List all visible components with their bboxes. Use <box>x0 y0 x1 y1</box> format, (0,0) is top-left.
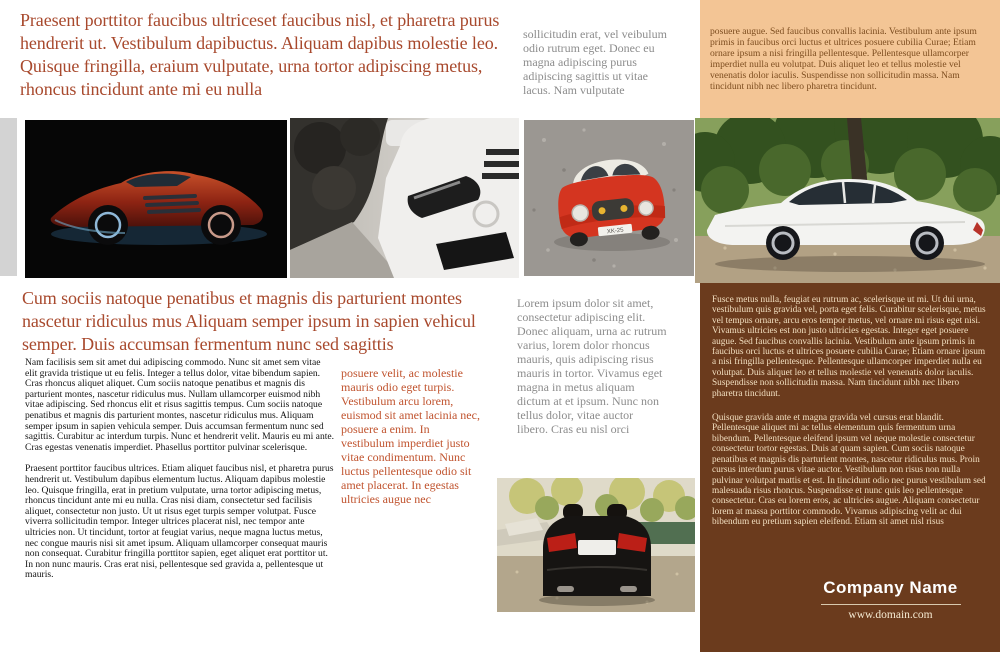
company-divider <box>821 604 961 605</box>
svg-text:XK-25: XK-25 <box>606 227 624 236</box>
photo-black-convertible-rear <box>497 478 695 612</box>
photo-white-bmw-sedan <box>695 118 1000 283</box>
orange-column: posuere velit, ac molestie mauris odio eget turpis. Vestibulum arcu lorem, euismod sit amet lacinia nec, posuere a enim. In vestibulum imperdiet justo vitae condimentum. Nunc luctus pellentesque odio sit amet placerat. In egestas ultricies augue nec <box>341 366 480 506</box>
peach-callout-text: posuere augue. Sed faucibus convallis lacinia. Vestibulum ante ipsum primis in faucibus orci luctus et ultrices posuere cubilia Curae; Etiam ornare ipsum a nisi fringilla pellentesque. Pellentesque ullamcorper imperdiet nulla eu volutpat. Duis aliquet leo et tellus molestie vel venenatis dolor iaculis. Suspendisse non sollicitudin massa. Nam tincidunt nibh nec libero pharetra tincidunt. <box>710 26 977 92</box>
body-column <box>25 358 335 592</box>
sidebar-paragraph-1: Fusce metus nulla, feugiat eu rutrum ac, scelerisque ut mi. Ut dui urna, vestibulum quis gravida vel, porta eget felis. Curabitur scelerisque, metus vel tempus ornare, arcu eros tempor metus, vel ornare mi risus eget nisi. Vivamus ultricies est non justo ultricies egestas. Integer eget posuere augue. Sed faucibus convallis lacinia. Vestibulum ante ipsum primis in faucibus orci luctus et ultrices posuere cubilia Curae; Etiam ornare ipsum a nisi fringilla pellentesque. Pellentesque ullamcorper imperdiet nulla eu volutpat. Duis aliquet leo et tellus molestie vel venenatis dolor iaculis. Suspendisse non sollicitudin massa. Nam tincidunt nibh nec libero pharetra tincidunt. <box>712 295 986 399</box>
left-accent-bar <box>0 118 17 276</box>
body-paragraph-1: Nam facilisis sem sit amet dui adipiscing commodo. Nunc sit amet sem vitae elit gravida tristique ut eu felis. Integer a tellus dolor, vitae bibendum sapien. Cras rhoncus aliquet aliquet. Cum sociis natoque penatibus et magnis dis parturient montes, nascetur ridiculus mus. Nullam ullamcorper euismod nibh vitae adipiscing. Sed rhoncus elit et risus sagittis tempus. Cum sociis natoque penatibus et magnis dis parturient montes, nascetur ridiculus mus. Aliquam semper ipsum in sapien vehicula semper. Duis accumsan fermentum nunc sed sagittis. Curabitur ac interdum turpis. Nunc et hendrerit velit. Mauris eu mi ante. Cras egestas venenatis imperdiet. Phasellus porttitor pulvinar scelerisque. <box>25 357 335 453</box>
gray-middle-column: Lorem ipsum dolor sit amet, consectetur adipiscing elit. Donec aliquam, urna ac rutrum varius, lorem dolor rhoncus mauris, quis adipiscing risus mauris in tortor. Vivamus eget magna in metus aliquam dictum at et ipsum. Nunc non tellus dolor, vitae auctor libero. Cras eu nisl orci <box>517 296 667 436</box>
photo-red-mini-toy-car <box>524 120 694 276</box>
sidebar-panel <box>700 283 1000 652</box>
peach-callout-box <box>700 0 1000 118</box>
body-paragraph-2: Praesent porttitor faucibus ultrices. Etiam aliquet faucibus nisl, et pharetra purus hendrerit ut. Vestibulum dapibus elementum luctus. Aliquam dapibus molestie leo. Quisque fringilla, erat in pretium vulputate, urna tortor adipiscing metus, rhoncus tincidunt ante mi eu nulla. Cras nisi diam, consectetur sed facilisis aliquet, consectetur non justo. Ut ut risus eget turpis semper volutpat. Fusce viverra sollicitudin tempor. Integer ultrices placerat nisl, nec tempor ante ultricies non. Ut tincidunt, tortor at feugiat varius, neque magna luctus metus, nec congue mauris nisi sit amet ipsum. Aliquam ullamcorper consequat mauris non consequat. Curabitur fringilla porttitor sapien, eget aliquet erat porttitor ut. In non nunc mauris. Cras erat nisi, pellentesque sed gravida a, pellentesque ut mauris. <box>25 463 334 581</box>
headline-top: Praesent porttitor faucibus ultriceset faucibus nisl, et pharetra purus hendrerit ut. Vestibulum dapibuctus. Aliquam dapibus molestie leo. Quisque fringilla, eraium vulputate, urna tortor adipiscing metus, rhoncus tincidunt ante mi eu nulla <box>20 10 500 99</box>
company-name: Company Name <box>823 578 958 597</box>
company-website: www.domain.com <box>848 609 933 621</box>
photo-red-sports-car <box>25 120 287 278</box>
company-block <box>818 578 963 621</box>
headline-mid: Cum sociis natoque penatibus et magnis dis parturient montes nascetur ridiculus mus Aliquam semper ipsum in sapien vehicul semper. Duis accumsan fermentum nunc sed sagittis <box>22 288 476 354</box>
photo-white-car-front-bw <box>290 118 519 278</box>
intro-gray-column: sollicitudin erat, vel veibulum odio rutrum eget. Donec eu magna adipiscing purus adipiscing sagittis ut vitae lacus. Nam vulputate <box>523 27 667 97</box>
sidebar-paragraph-2: Quisque gravida ante et magna gravida vel cursus erat blandit. Pellentesque aliquet mi ac tellus elementum quis fermentum urna bibendum. Pellentesque eleifend ipsum vel neque molestie consectetur consectetur tortor egestas. Duis at quam sapien. Cum sociis natoque penatibus et magnis dis parturient montes, nascetur ridiculus mus. Proin cursus interdum purus vitae auctor. Vestibulum non risus non nulla pulvinar volutpat mattis et est. In tincidunt odio nec purus vestibulum sed malesuada risus rhoncus. Suspendisse et nunc quis leo pellentesque consectetur. Cras eu lorem eros, ac ultricies augue. Aliquam consectetur lorem at massa porttitor commodo. Vivamus adipiscing velit ac dui bibendum eu pretium sapien eleifend. Etiam sit amet nisl risus <box>712 413 986 528</box>
